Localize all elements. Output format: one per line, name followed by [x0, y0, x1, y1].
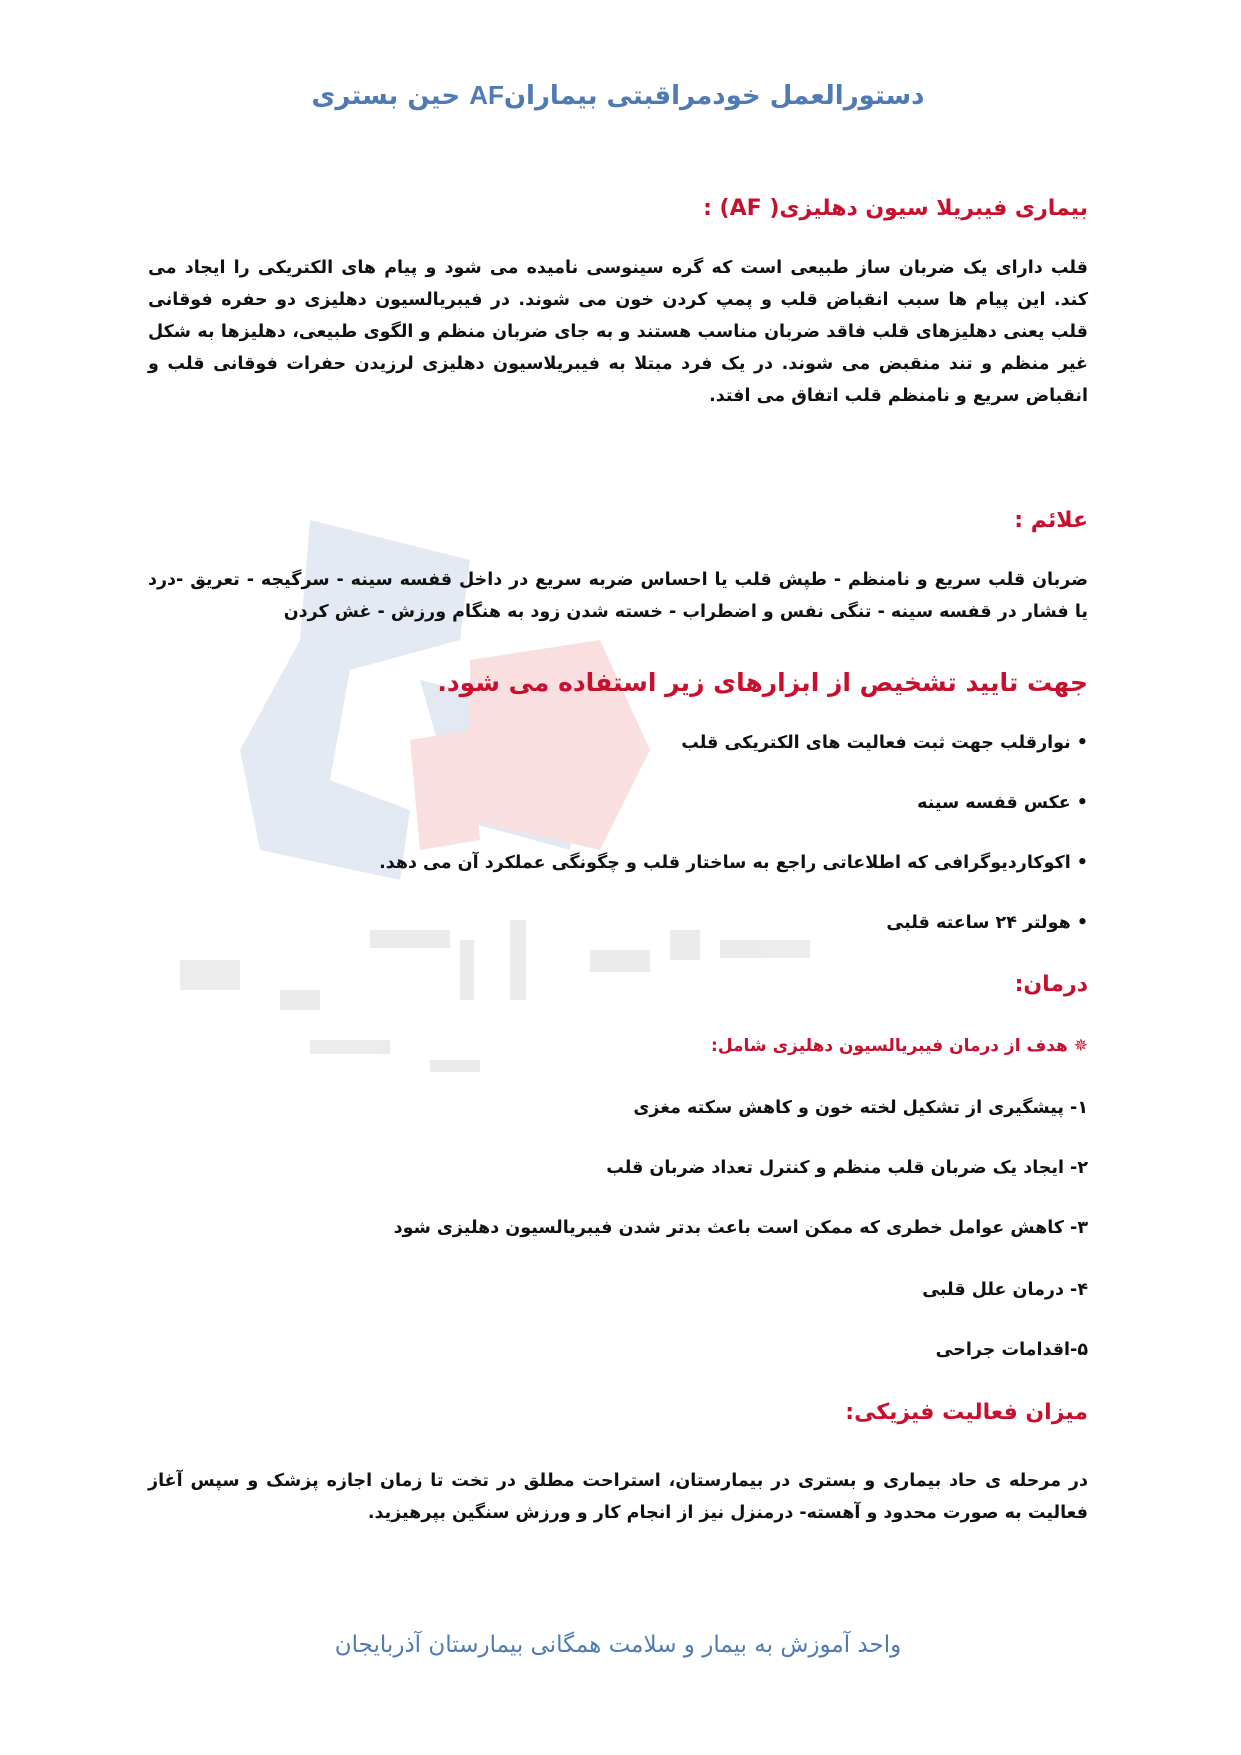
list-item: • هولتر ۲۴ ساعته قلبی	[886, 913, 1088, 933]
section-heading-diagnosis: جهت تایید تشخیص از ابزارهای زیر استفاده می شود.	[437, 668, 1088, 697]
section-heading-disease: بیماری فیبریلا سیون دهلیزی( AF) :	[703, 196, 1088, 221]
section-heading-symptoms: علائم :	[1014, 508, 1088, 533]
list-item: • عکس قفسه سینه	[917, 793, 1088, 813]
section-body-activity: در مرحله ی حاد بیماری و بستری در بیمارستان، استراحت مطلق در تخت تا زمان اجازه پزشک و سپس آغاز فعالیت به صورت محدود و آهسته- درمنزل نیز از انجام کار و ورزش سنگین بپرهیزید.	[148, 1471, 1088, 1523]
section-heading-activity: میزان فعالیت فیزیکی:	[845, 1400, 1088, 1425]
list-item: ۳- کاهش عوامل خطری که ممکن است باعث بدتر شدن فیبریالسیون دهلیزی شود	[393, 1218, 1088, 1238]
list-item: ۴- درمان علل قلبی	[922, 1280, 1088, 1300]
list-item: ۲- ایجاد یک ضربان قلب منظم و کنترل تعداد ضربان قلب	[606, 1158, 1088, 1178]
page-title: دستورالعمل خودمراقبتی بیمارانAF حین بستری	[311, 80, 925, 111]
section-body-symptoms: ضربان قلب سریع و نامنظم - طپش قلب یا احساس ضربه سریع در داخل قفسه سینه - سرگیجه - تعریق -درد یا فشار در قفسه سینه - تنگی نفس و اضطراب - خسته شدن زود به هنگام ورزش - غش کردن	[148, 570, 1088, 622]
section-subheading-treatment-goals: ✵ هدف از درمان فیبریالسیون دهلیزی شامل:	[711, 1036, 1088, 1056]
list-item: ۵-اقدامات جراحی	[935, 1340, 1088, 1360]
list-item: • اکوکاردیوگرافی که اطلاعاتی راجع به ساختار قلب و چگونگی عملکرد آن می دهد.	[379, 853, 1088, 873]
section-body-disease: قلب دارای یک ضربان ساز طبیعی است که گره سینوسی نامیده می شود و پیام های الکتریکی را ایجاد می کند. این پیام ها سبب انقباض قلب و پمپ کردن خون می شوند. در فیبریالسیون دهلیزی دو حفره فوقانی قلب یعنی دهلیزهای قلب فاقد ضربان مناسب هستند و به جای ضربان منظم و الگوی طبیعی، دهلیزها به شکل غیر منظم و تند منقبض می شوند. در یک فرد مبتلا به فیبریلاسیون دهلیزی لرزیدن حفرات فوقانی قلب و انقباض سریع و نامنظم قلب اتفاق می افتد.	[148, 258, 1088, 406]
list-item: • نوارقلب جهت ثبت فعالیت های الکتریکی قلب	[681, 733, 1088, 753]
page-footer: واحد آموزش به بیمار و سلامت همگانی بیمارستان آذربایجان	[334, 1632, 902, 1658]
section-heading-treatment: درمان:	[1014, 972, 1088, 997]
list-item: ۱- پیشگیری از تشکیل لخته خون و کاهش سکته مغزی	[633, 1098, 1088, 1118]
